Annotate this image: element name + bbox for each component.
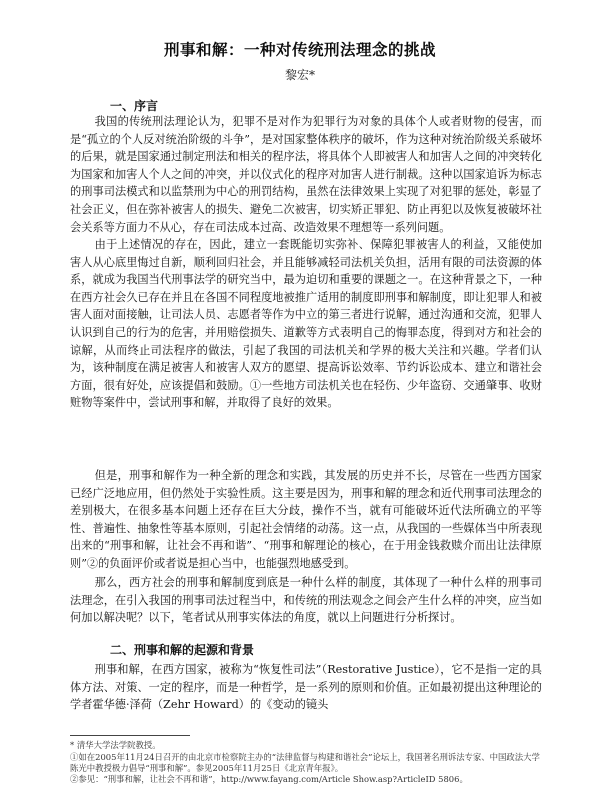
footnote: ①如在2005年11月24日召开的由北京市检察院主办的“法律监督与构建和谐社会”论坛上，我国著名刑诉法专家、中国政法大学陈光中教授极力倡导“刑事和解”。参见2005年11月25日《北京青年报》。	[70, 752, 540, 773]
paragraph: 那么，西方社会的刑事和解制度到底是一种什么样的制度，其体现了一种什么样的刑事司法理念，在引入我国的刑事司法过程当中，和传统的刑法观念之间会产生什么样的冲突，应当如何加以解决呢？以下，笔者试从刑事实体法的角度，就以上问题进行分析探讨。	[70, 576, 542, 625]
section-heading-intro: 一、序言	[110, 99, 159, 113]
paragraph: 由于上述情况的存在，因此，建立一套既能切实弥补、保障犯罪被害人的利益，又能使加害人从心底里悔过自新，顺利回归社会，并且能够减轻司法机关负担，活用有限的司法资源的体系，就成为我国当代刑事法学的研究当中，最为迫切和重要的课题之一。在这种背景之下，一种在西方社会久已存在并且在各国不同程度地被推广适用的制度即刑事和解制度，即让犯罪人和被害人面对面接触，让司法人员、志愿者等作为中立的第三者进行说解，通过沟通和交流，犯罪人认识到自己的行为的危害，并用赔偿损失、道歉等方式表明自己的悔罪态度，得到对方和社会的谅解，从而终止司法程序的做法，引起了我国的司法机关和学界的极大关注和兴趣。学者们认为，该种制度在满足被害人和被害人双方的愿望、提高诉讼效率、节约诉讼成本、建立和谐社会方面，很有好处，应该提倡和鼓励。①一些地方司法机关也在轻伤、少年盗窃、交通肇事、收财赃物等案件中，尝试刑事和解，并取得了良好的效果。	[70, 238, 542, 410]
section-heading-origin: 二、刑事和解的起源和背景	[110, 643, 255, 657]
document-title: 刑事和解：一种对传统刑法理念的挑战	[163, 41, 436, 59]
footnote: ②参见：“刑事和解，让社会不再和谐”，http://www.fayang.com/Article Show.asp?ArticleID 5806。	[70, 774, 468, 784]
paragraph: 刑事和解，在西方国家，被称为“恢复性司法”（Restorative Justice），它不是指一定的具体方法、对策、一定的程序，而是一种哲学，是一系列的原则和价值。正如最初提出这种理论的学者霍华德·泽荷（Zehr Howard）的《变动的镜头	[70, 663, 542, 712]
footnote-divider	[70, 735, 190, 736]
paragraph: 但是，刑事和解作为一种全新的理念和实践，其发展的历史并不长，尽管在一些西方国家已经广泛地应用，但仍然处于实验性质。这主要是因为，刑事和解的理念和近代刑事司法理念的差别极大，在很多基本问题上还存在巨大分歧，操作不当，就有可能破坏近代法所确立的平等性、普遍性、抽象性等基本原则，引起社会情绪的动荡。这一点，从我国的一些媒体当中所表现出来的“刑事和解，让社会不再和谐”、“刑事和解理论的核心，在于用金钱救赎介而出让法律原则”②的负面评价或者说是担心当中，也能强烈地感受到。	[70, 469, 542, 570]
footnote: * 清华大学法学院教授。	[70, 740, 161, 750]
paragraph: 我国的传统刑法理论认为，犯罪不是对作为犯罪行为对象的具体个人或者财物的侵害，而是“孤立的个人反对统治阶级的斗争”，是对国家整体秩序的破坏，作为这种对统治阶级关系破坏的后果，就是国家通过制定刑法和相关的程序法，将具体个人即被害人和加害人之间的冲突转化为国家和加害人个人之间的冲突，并以仪式化的程序对加害人进行制裁。这种以国家追诉为标志的刑事司法模式和以监禁刑为中心的刑罚结构，虽然在法律效果上实现了对犯罪的惩处，彰显了社会正义，但在弥补被害人的损失、避免二次被害，切实矫正罪犯、防止再犯以及恢复被破坏社会关系等方面力不从心，存在司法成本过高、改造效果不理想等一系列问题。	[70, 115, 542, 234]
author-name: 黎宏*	[284, 68, 315, 82]
